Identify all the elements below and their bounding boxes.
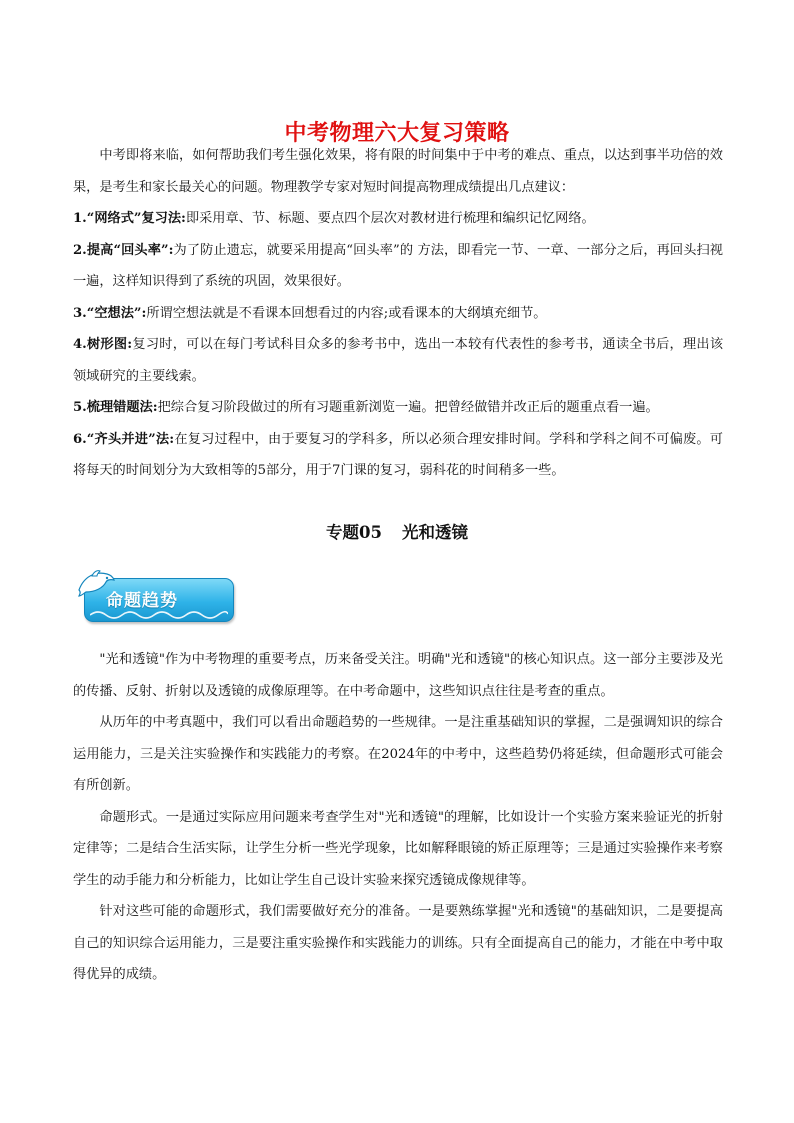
- topic-name: 光和透镜: [401, 522, 468, 542]
- strategy-text: 在复习过程中，由于要复习的学科多，所以必须合理安排时间。学科和学科之间不可偏废。可将每天的时间划分为大致相等的5部分，用于7门课的复习，弱科花的时间稍多一些。: [73, 431, 723, 478]
- topic-number: 专题05: [326, 522, 382, 542]
- trend-paragraph: "光和透镜"作为中考物理的重要考点，历来备受关注。明确"光和透镜"的核心知识点。这一部分主要涉及光的传播、反射、折射以及透镜的成像原理等。在中考命题中，这些知识点往往是考查的重点。: [73, 652, 723, 699]
- strategy-item: [73, 298, 723, 330]
- strategy-item: [73, 235, 723, 298]
- page-title: 中考物理六大复习策略: [284, 120, 510, 146]
- strategy-text: 所谓空想法就是不看课本回想看过的内容;或看课本的大纲填充细节。: [146, 305, 547, 321]
- strategy-text: 为了防止遗忘，就要采用提高“回头率”的 方法，即看完一节、一章、一部分之后，再回头扫视一遍，这样知识得到了系统的巩固，效果很好。: [73, 242, 723, 289]
- strategy-item: [73, 329, 723, 392]
- strategy-label: 3.“空想法”:: [73, 305, 147, 321]
- trend-section: [73, 644, 723, 991]
- strategy-text: 即采用章、节、标题、要点四个层次对教材进行梳理和编织记忆网络。: [185, 211, 595, 226]
- strategy-item: [73, 392, 723, 424]
- intro-paragraph: 中考即将来临，如何帮助我们考生强化效果，将有限的时间集中于中考的难点、重点，以达到事半功倍的效果，是考生和家长最关心的问题。物理教学专家对短时间提高物理成绩提出几点建议：: [73, 148, 723, 195]
- strategy-text: 复习时，可以在每门考试科目众多的参考书中，选出一本较有代表性的参考书，通读全书后，理出该领域研究的主要线索。: [73, 337, 724, 384]
- strategy-label: 2.提高“回头率”:: [73, 242, 174, 258]
- badge-label: 命题趋势: [106, 591, 178, 611]
- strategy-text: 把综合复习阶段做过的所有习题重新浏览一遍。把曾经做错并改正后的题重点看一遍。: [157, 400, 659, 415]
- strategy-label: 5.梳理错题法:: [73, 400, 158, 415]
- strategy-label: 4.树形图:: [73, 337, 133, 352]
- trend-paragraph: 命题形式。一是通过实际应用问题来考查学生对"光和透镜"的理解，比如设计一个实验方案来验证光的折射定律等；二是结合生活实际，让学生分析一些光学现象，比如解释眼镜的矫正原理等；三是通过实验操作来考察学生的动手能力和分析能力，比如让学生自己设计实验来探究透镜成像规律等。: [73, 809, 723, 888]
- strategy-label: 1.“网络式”复习法:: [73, 211, 186, 226]
- strategy-item: [73, 424, 723, 487]
- strategy-section: [73, 140, 723, 487]
- trend-paragraph: 从历年的中考真题中，我们可以看出命题趋势的一些规律。一是注重基础知识的掌握，二是强调知识的综合运用能力，三是关注实验操作和实践能力的考察。在2024年的中考中，这些趋势仍将延续，但命题形式可能会有所创新。: [73, 715, 723, 793]
- trend-paragraph: 针对这些可能的命题形式，我们需要做好充分的准备。一是要熟练掌握"光和透镜"的基础知识，二是要提高自己的知识综合运用能力，三是要注重实验操作和实践能力的训练。只有全面提高自己的能力，才能在中考中取得优异的成绩。: [73, 904, 723, 982]
- wave-decoration-icon: [90, 608, 228, 620]
- section-title: [0, 519, 794, 543]
- trend-badge: [76, 568, 234, 626]
- strategy-label: 6.“齐头并进”法:: [73, 431, 175, 447]
- strategy-item: [73, 203, 723, 235]
